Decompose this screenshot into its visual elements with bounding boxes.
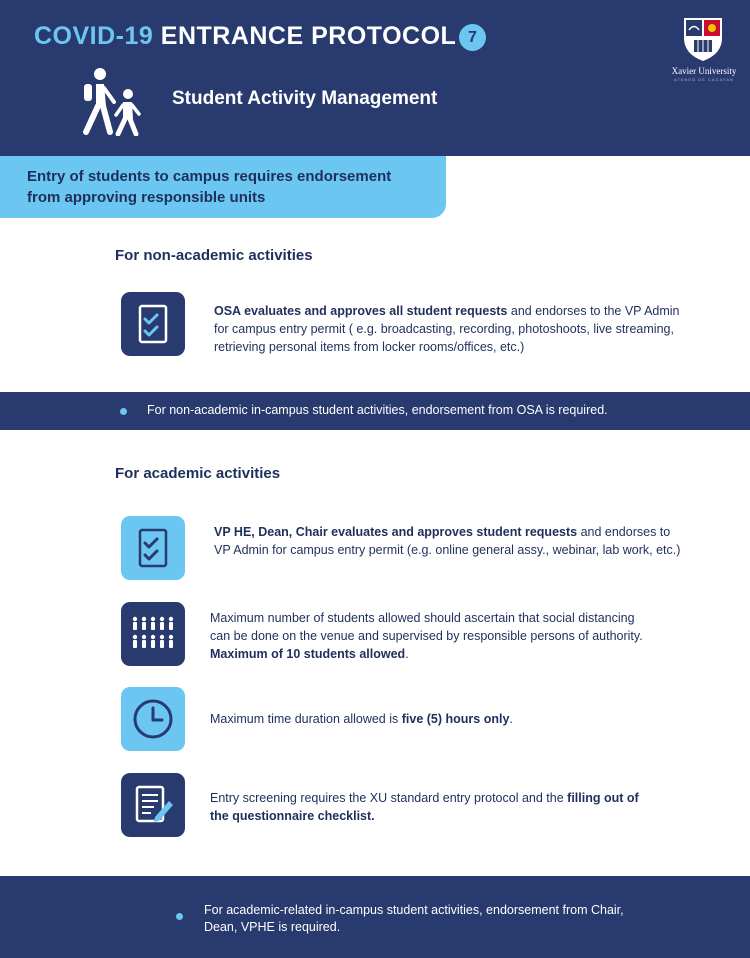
page-title (34, 22, 456, 51)
academic-heading: For academic activities (115, 465, 281, 482)
academic-item-approval-bold: VP HE, Dean, Chair evaluates and approves student requests (214, 525, 578, 539)
academic-item-capacity-text (210, 609, 650, 663)
checklist-icon (121, 292, 185, 356)
group-of-people-icon (121, 602, 185, 666)
title-protocol: ENTRANCE PROTOCOL (160, 22, 457, 50)
academic-form-tile (121, 773, 185, 837)
academic-item-capacity-bold: Maximum of 10 students allowed (210, 647, 406, 661)
non-academic-item-text (214, 302, 694, 356)
banner-line-1: Entry of students to campus requires endorsement (27, 168, 392, 185)
university-name: Xavier University (671, 66, 737, 76)
endorsement-banner (0, 156, 446, 218)
academic-note-band (0, 876, 750, 958)
academic-item-screening-body: Entry screening requires the XU standard entry protocol and the (210, 791, 568, 805)
checklist-icon (121, 516, 185, 580)
academic-clock-tile (121, 687, 185, 751)
academic-item-screening-text (210, 789, 650, 825)
academic-checklist-tile (121, 516, 185, 580)
non-academic-note-band (0, 392, 750, 430)
banner-line-2: from approving responsible units (27, 189, 266, 206)
academic-item-capacity-body: Maximum number of students allowed should ascertain that social distancing can be done on the venue and supervised by responsible persons of authority. (210, 611, 643, 643)
academic-note: For academic-related in-campus student activities, endorsement from Chair, Dean, VPHE is required. (204, 903, 624, 934)
academic-item-duration-text (210, 710, 650, 728)
university-tagline: ATENEO DE CAGAYAN (674, 77, 734, 82)
bullet-dot (120, 408, 127, 415)
page-subtitle: Student Activity Management (172, 88, 438, 109)
non-academic-note: For non-academic in-campus student activities, endorsement from OSA is required. (147, 403, 608, 417)
non-academic-item-bold: OSA evaluates and approves all student requests (214, 304, 508, 318)
students-walking-icon (76, 66, 148, 136)
title-covid: COVID-19 (34, 22, 154, 50)
non-academic-checklist-tile (121, 292, 185, 356)
non-academic-heading: For non-academic activities (115, 247, 313, 264)
non-academic-item-rest: and endorses to the VP Admin for campus entry permit ( e.g. broadcasting, recording, photoshoots, live streaming, retrieving personal items from locker rooms/offices, etc.) (214, 304, 680, 354)
academic-people-tile (121, 602, 185, 666)
questionnaire-form-icon (121, 773, 185, 837)
bullet-dot (176, 913, 183, 920)
academic-item-approval-rest: and endorses to VP Admin for campus entry permit (e.g. online general assy., webinar, lab work, etc.) (214, 525, 681, 557)
academic-item-duration-bold: five (5) hours only (401, 712, 510, 726)
clock-icon (121, 687, 185, 751)
academic-item-capacity-end: . (405, 647, 409, 661)
academic-item-duration-end: . (509, 712, 513, 726)
academic-item-screening-bold: filling out of the questionnaire checklist. (210, 791, 639, 823)
academic-item-duration-body: Maximum time duration allowed is (210, 712, 402, 726)
academic-item-approval-text (214, 523, 684, 559)
header (0, 0, 750, 156)
step-number-badge: 7 (459, 24, 486, 51)
university-crest-icon (680, 16, 726, 62)
